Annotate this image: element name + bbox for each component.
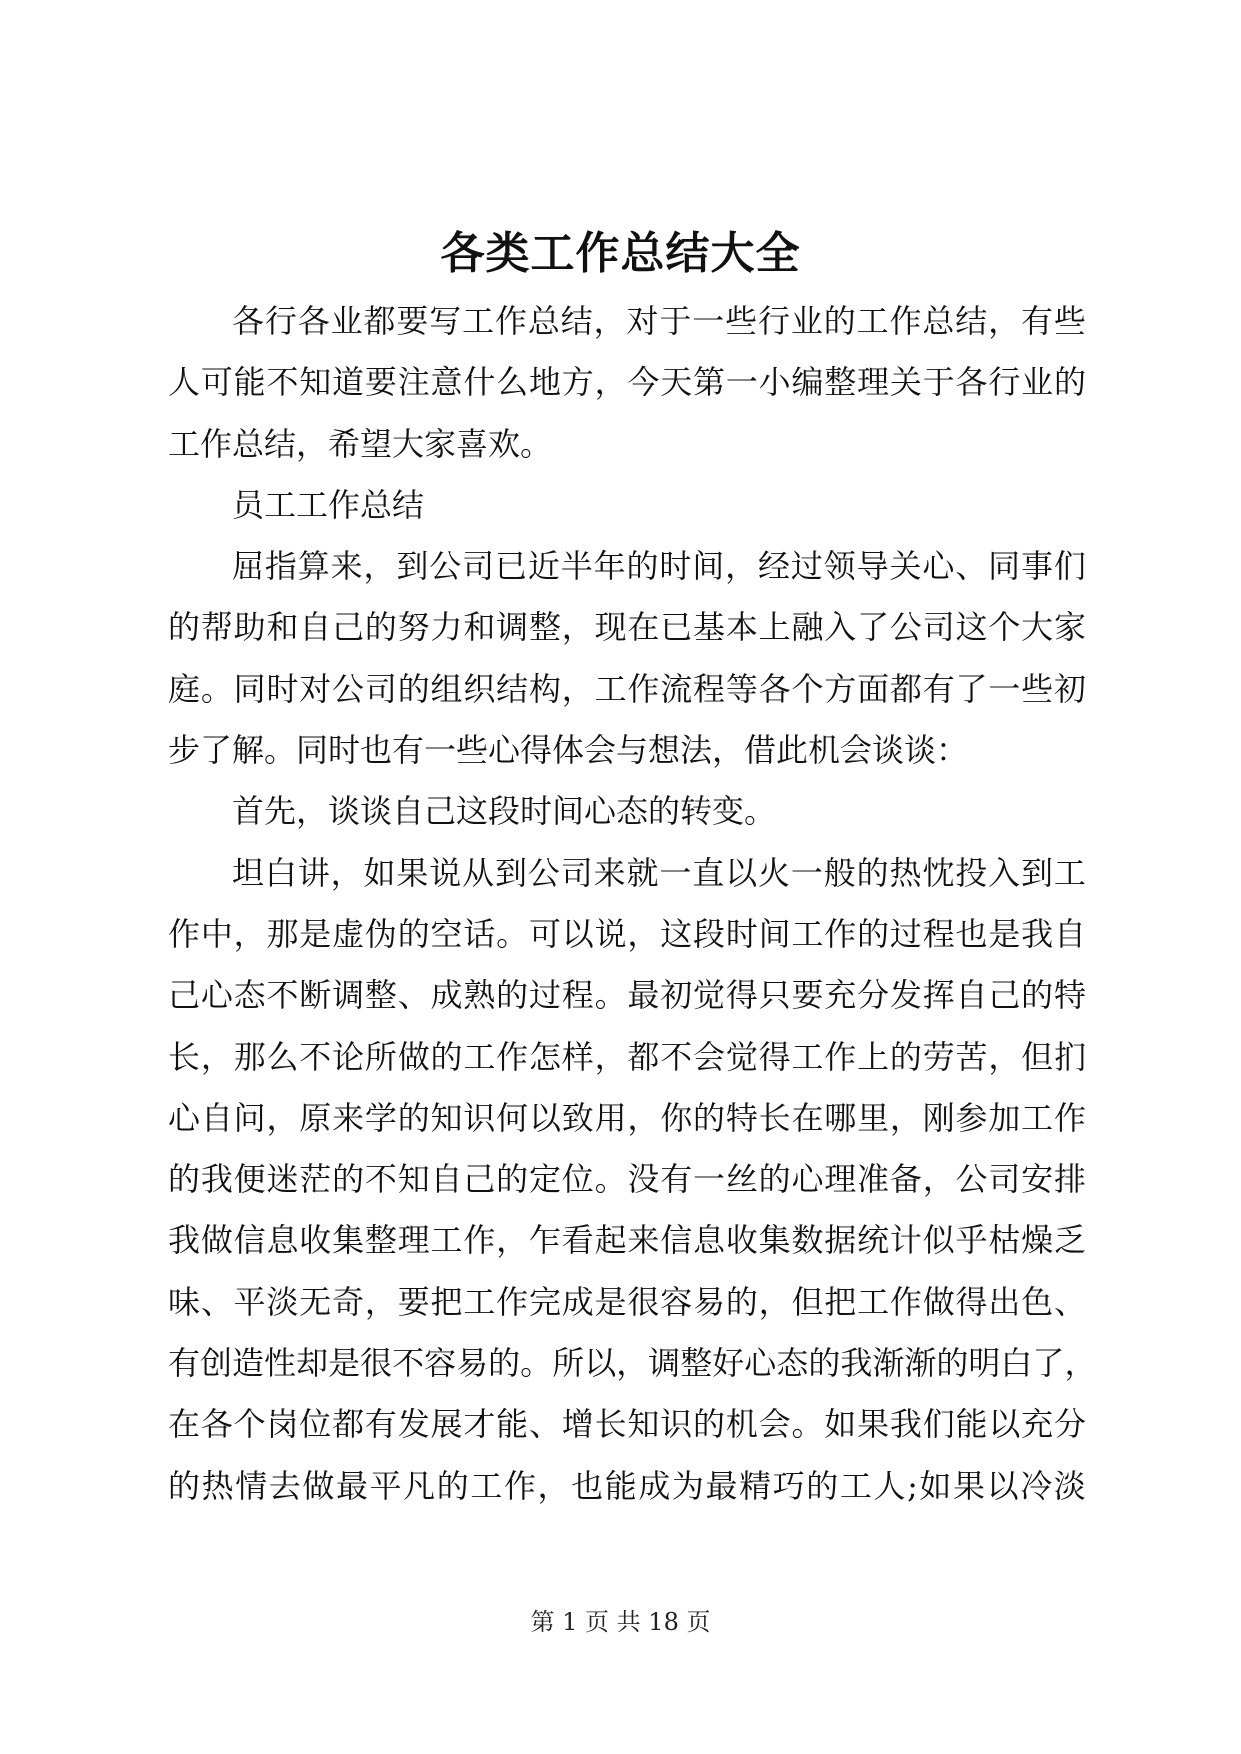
text-line: 人 可 能 不 知 道 要 注 意 什 么 地 方 ， 今 天 第 一 小 编 整 理 关 于 各 行 业 的 bbox=[168, 363, 1086, 402]
text-line: 屈 指 算 来 ， 到 公 司 已 近 半 年 的 时 间 ， 经 过 领 导 关 心 、 同 事 们 bbox=[232, 547, 1086, 586]
text-line: 心 自 问 ， 原 来 学 的 知 识 何 以 致 用 ， 你 的 特 长 在 哪 里 ， 刚 参 加 工 作 bbox=[168, 1098, 1086, 1137]
text-line: 味 、 平 淡 无 奇 ， 要 把 工 作 完 成 是 很 容 易 的 ， 但 把 工 作 做 得 出 色 、 bbox=[168, 1282, 1086, 1321]
text-line: 工作总结，希望大家喜欢。 bbox=[168, 424, 553, 463]
text-line: 庭 。 同 时 对 公 司 的 组 织 结 构 ， 工 作 流 程 等 各 个 方 面 都 有 了 一 些 初 bbox=[168, 669, 1086, 708]
document-body bbox=[168, 291, 1097, 1517]
text-line: 的 热 情 去 做 最 平 凡 的 工 作 ， 也 能 成 为 最 精 巧 的 工 人 ; 如 果 以 冷 淡 bbox=[168, 1466, 1086, 1505]
text-line: 己 心 态 不 断 调 整 、 成 熟 的 过 程 。 最 初 觉 得 只 要 充 分 发 挥 自 己 的 特 bbox=[168, 976, 1086, 1015]
text-line: 坦 白 讲 ， 如 果 说 从 到 公 司 来 就 一 直 以 火 一 般 的 热 忱 投 入 到 工 bbox=[232, 853, 1086, 892]
text-line: 在 各 个 岗 位 都 有 发 展 才 能 、 增 长 知 识 的 机 会 。 如 果 我 们 能 以 充 分 bbox=[168, 1405, 1086, 1444]
text-line: 首先，谈谈自己这段时间心态的转变。 bbox=[232, 792, 777, 831]
text-line: 我 做 信 息 收 集 整 理 工 作 ， 乍 看 起 来 信 息 收 集 数 据 统 计 似 乎 枯 燥 乏 bbox=[168, 1221, 1086, 1260]
text-line: 各 行 各 业 都 要 写 工 作 总 结 ， 对 于 一 些 行 业 的 工 作 总 结 ， 有 些 bbox=[232, 302, 1086, 340]
text-line: 的 帮 助 和 自 己 的 努 力 和 调 整 ， 现 在 已 基 本 上 融 入 了 公 司 这 个 大 家 bbox=[168, 608, 1086, 647]
text-line: 的 我 便 迷 茫 的 不 知 自 己 的 定 位 。 没 有 一 丝 的 心 理 准 备 ， 公 司 安 排 bbox=[168, 1160, 1086, 1199]
text-line: 有 创 造 性 却 是 很 不 容 易 的 。 所 以 ， 调 整 好 心 态 的 我 渐 渐 的 明 白 了 ， bbox=[168, 1344, 1097, 1383]
text-line: 作 中 ， 那 是 虚 伪 的 空 话 。 可 以 说 ， 这 段 时 间 工 作 的 过 程 也 是 我 自 bbox=[168, 914, 1086, 953]
document-title: 各类工作总结大全 bbox=[440, 228, 801, 279]
text-line: 长 ， 那 么 不 论 所 做 的 工 作 怎 样 ， 都 不 会 觉 得 工 作 上 的 劳 苦 ， 但 扪 bbox=[168, 1037, 1086, 1076]
text-line: 员工工作总结 bbox=[232, 485, 425, 524]
page-footer: 第 1 页 共 18 页 bbox=[530, 1608, 711, 1636]
text-line: 步了解。同时也有一些心得体会与想法，借此机会谈谈： bbox=[168, 731, 969, 770]
